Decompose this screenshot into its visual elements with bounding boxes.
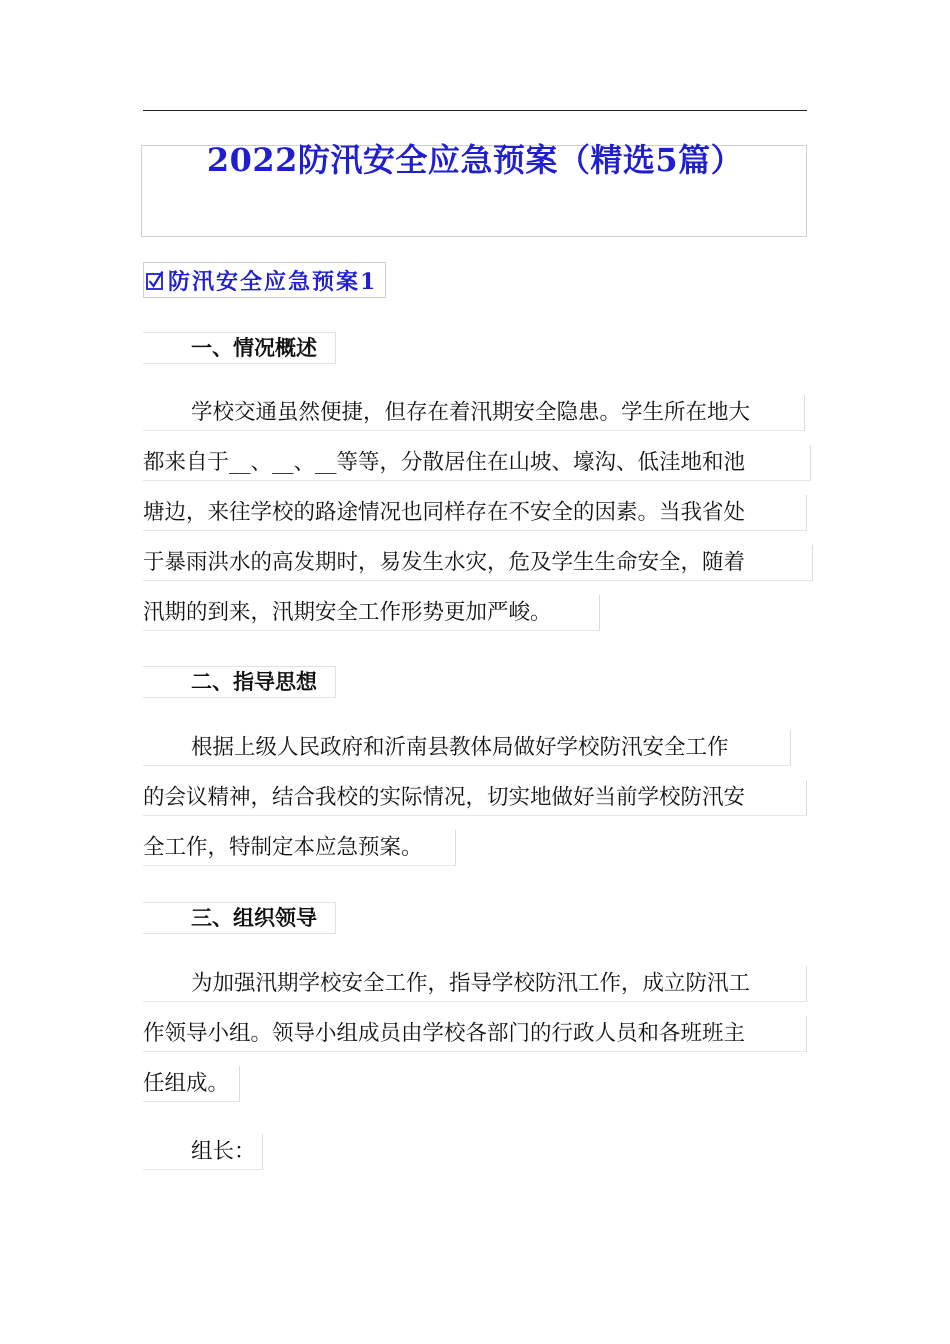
paragraph-line: 塘边，来往学校的路途情况也同样存在不安全的因素。当我省处 [143,495,807,531]
paragraph-line: 的会议精神，结合我校的实际情况，切实地做好当前学校防汛安 [143,780,807,816]
top-rule [143,110,807,111]
paragraph-line: 任组成。 [143,1066,240,1102]
document-title: 2022防汛安全应急预案（精选5篇） [206,141,744,179]
checkbox-icon [146,270,164,290]
paragraph-line: 全工作，特制定本应急预案。 [143,830,456,866]
paragraph-line: 学校交通虽然便捷，但存在着汛期安全隐患。学生所在地大 [143,395,805,431]
paragraph-line: 于暴雨洪水的高发期时，易发生水灾，危及学生生命安全，随着 [143,545,813,581]
subsection-heading: 一、情况概述 [143,332,336,364]
paragraph-line: 作领导小组。领导小组成员由学校各部门的行政人员和各班班主 [143,1016,807,1052]
paragraph-line: 都来自于__、__、__等等，分散居住在山坡、壕沟、低洼地和池 [143,445,811,481]
paragraph-line: 根据上级人民政府和沂南县教体局做好学校防汛安全工作 [143,730,791,766]
paragraph-line: 汛期的到来，汛期安全工作形势更加严峻。 [143,595,600,631]
leader-label: 组长： [143,1134,263,1170]
paragraph-line: 为加强汛期学校安全工作，指导学校防汛工作，成立防汛工 [143,966,807,1002]
subsection-heading: 三、组织领导 [143,902,336,934]
section-heading-text: 防汛安全应急预案1 [168,268,378,295]
section-heading [143,262,386,298]
subsection-heading: 二、指导思想 [143,666,336,698]
